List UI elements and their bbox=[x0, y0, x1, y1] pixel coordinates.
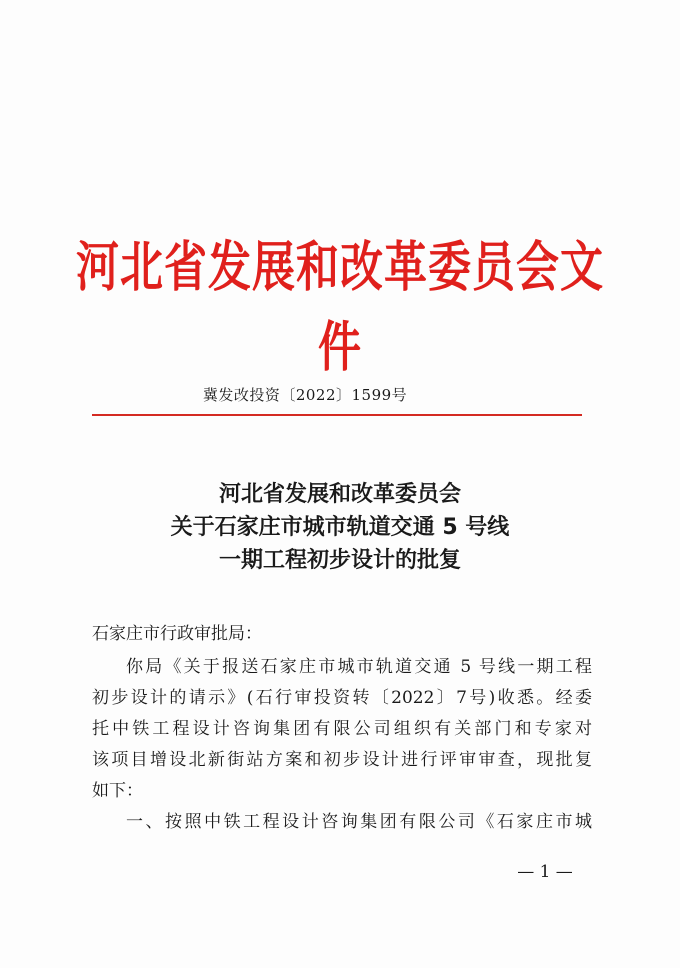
body-line: 该项目增设北新街站方案和初步设计进行评审审查，现批复 bbox=[92, 750, 592, 770]
title-line: 一期工程初步设计的批复 bbox=[218, 548, 461, 573]
title-line: 关于石家庄市城市轨道交通 5 号线 bbox=[170, 515, 510, 540]
page-number: — 1 — bbox=[517, 862, 573, 882]
body-text bbox=[92, 652, 592, 838]
issuer-red-header: 河北省发展和改革委员会文件 bbox=[76, 236, 604, 380]
title-line: 河北省发展和改革委员会 bbox=[218, 482, 461, 507]
red-separator-line bbox=[92, 414, 582, 416]
body-line: 一、按照中铁工程设计咨询集团有限公司《石家庄市城 bbox=[126, 812, 592, 832]
addressee: 石家庄市行政审批局： bbox=[92, 624, 262, 644]
body-line: 托中铁工程设计咨询集团有限公司组织有关部门和专家对 bbox=[92, 719, 592, 739]
document-number: 冀发改投资〔2022〕1599号 bbox=[202, 386, 408, 404]
body-line: 初步设计的请示》(石行审投资转〔2022〕7号)收悉。经委 bbox=[92, 688, 592, 708]
body-line: 如下： bbox=[92, 781, 143, 801]
body-line: 你局《关于报送石家庄市城市轨道交通 5 号线一期工程 bbox=[126, 657, 592, 677]
document-title bbox=[100, 478, 580, 577]
